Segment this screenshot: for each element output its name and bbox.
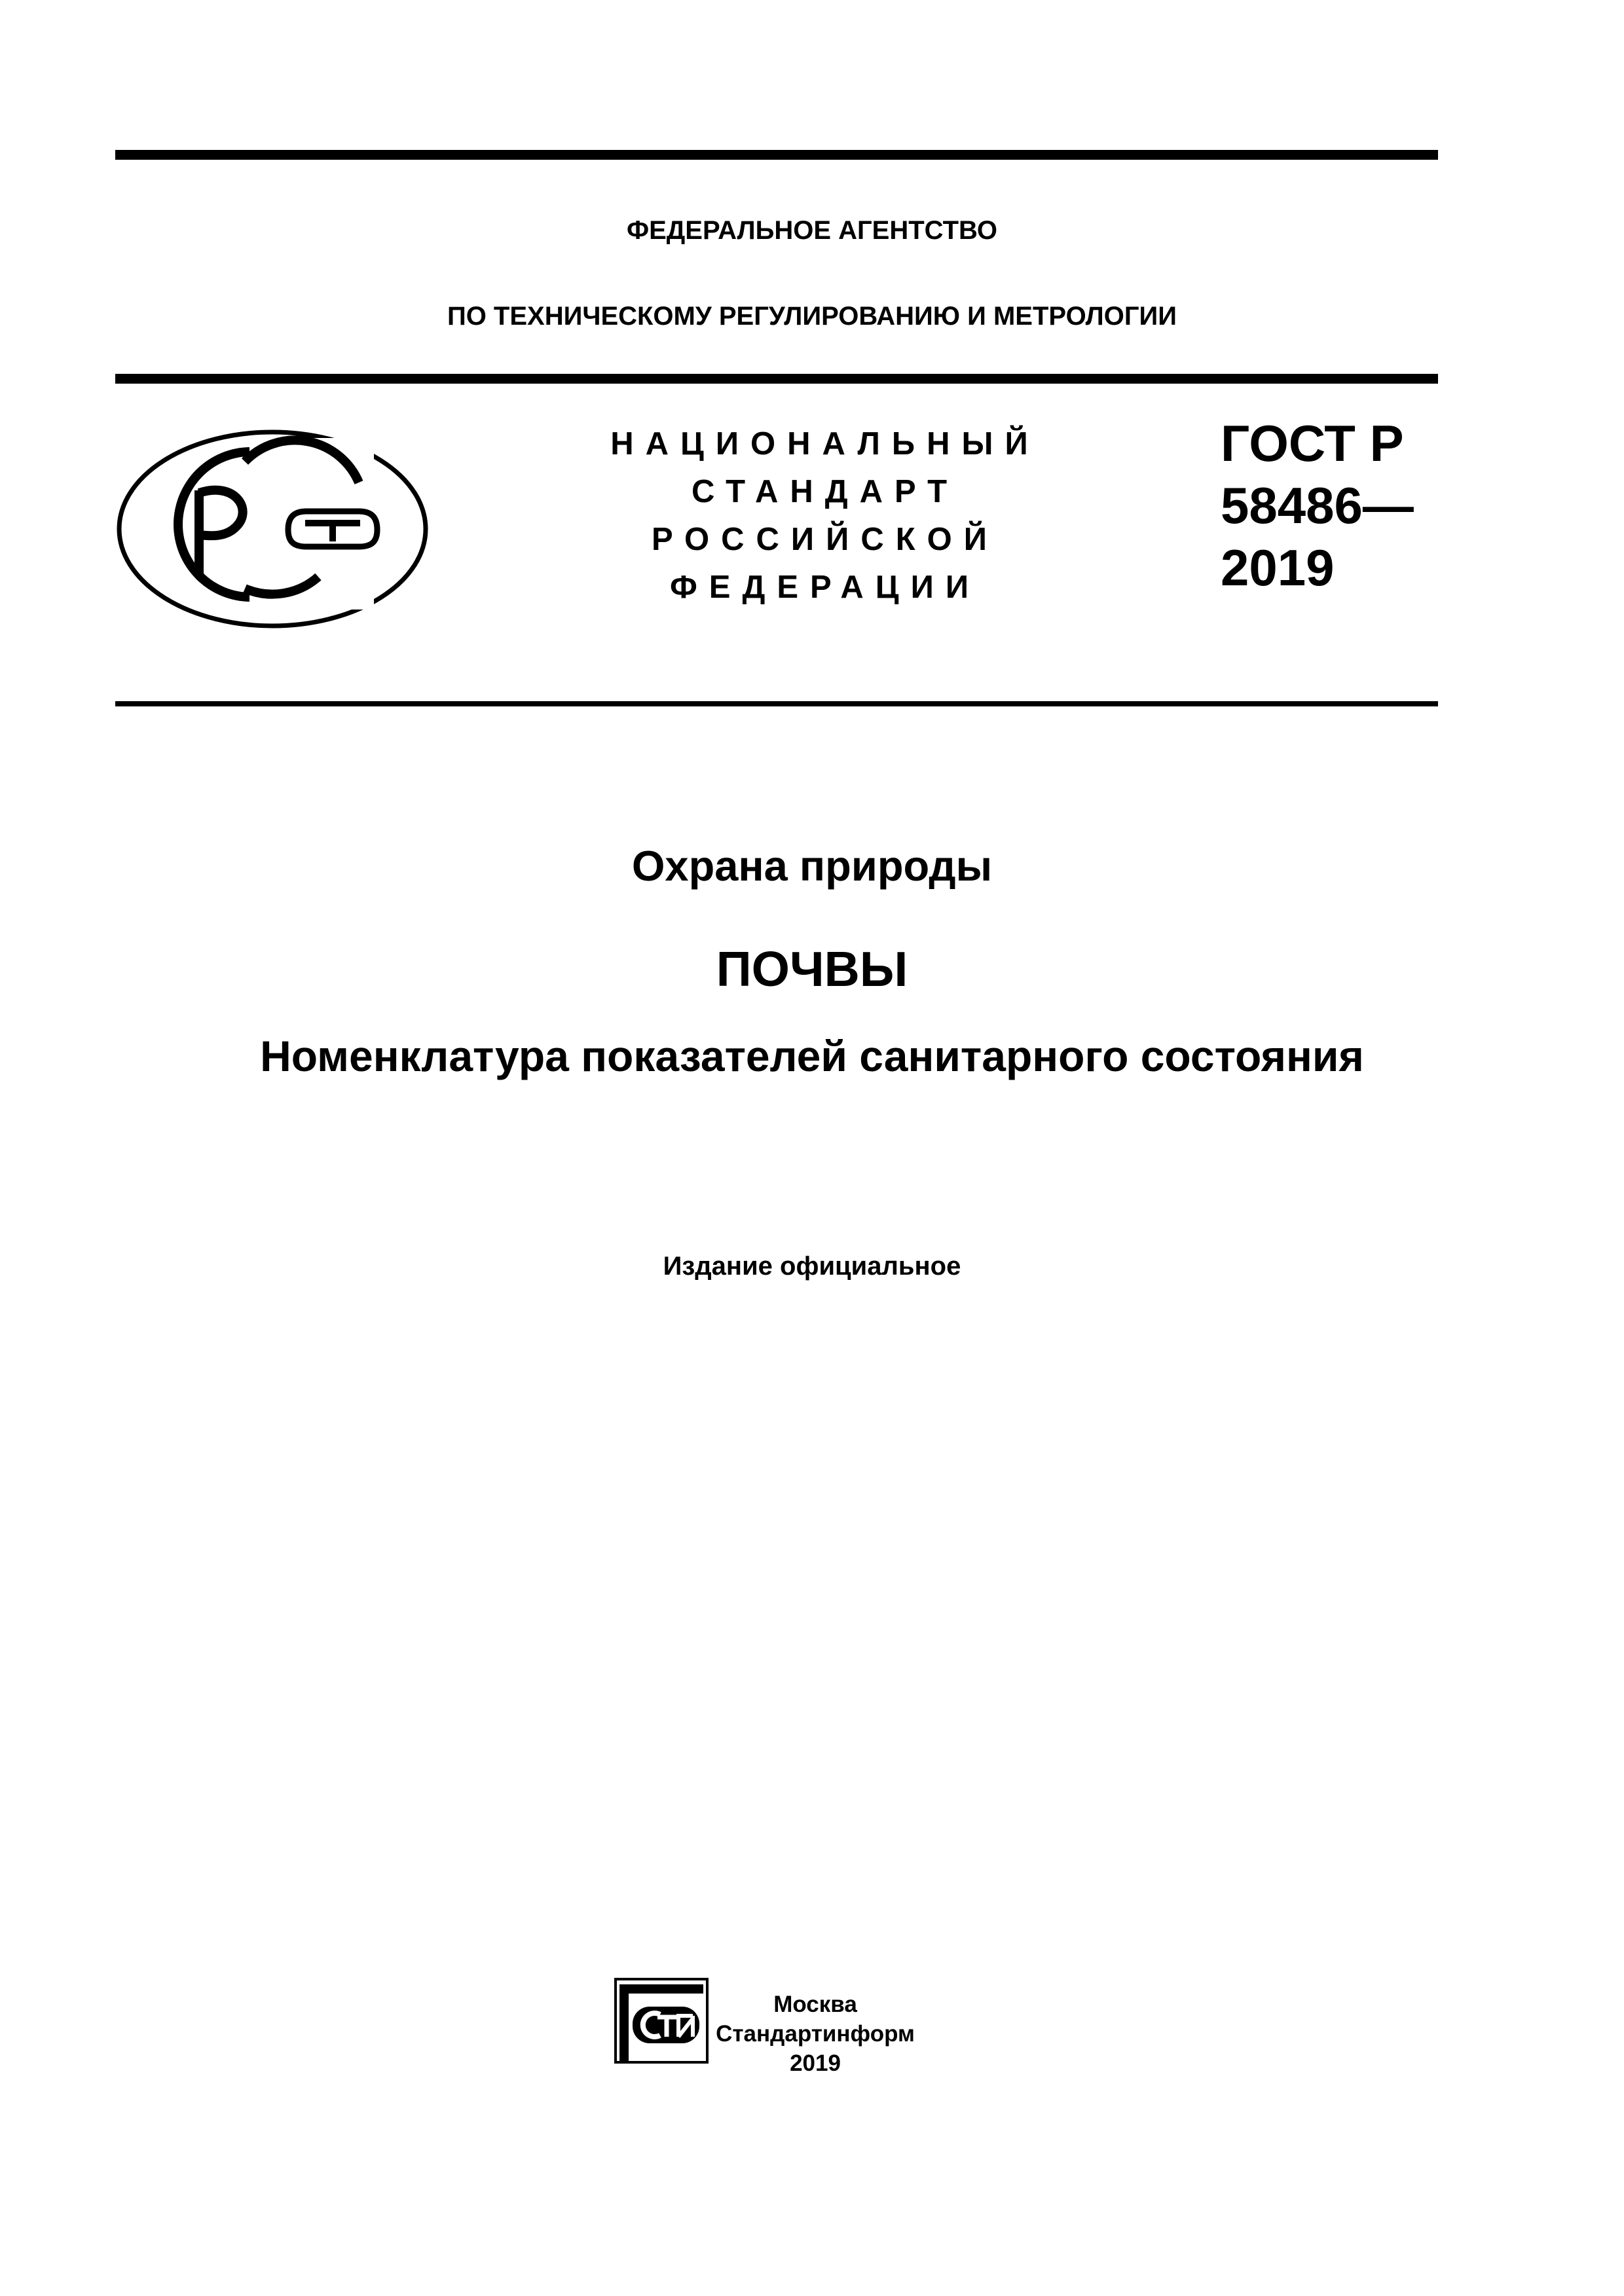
designation-line-2: СТАНДАРТ: [691, 474, 959, 509]
edition-note: Издание официальное: [663, 1252, 961, 1281]
top-rule: [115, 150, 1438, 160]
standartinform-logo-icon: [614, 1978, 710, 2065]
publication-year: 2019: [790, 2050, 841, 2076]
publisher-info: [707, 1990, 923, 2078]
header-rule: [115, 374, 1438, 384]
standard-code: [1221, 412, 1437, 599]
standard-code-line-1: ГОСТ Р: [1221, 414, 1404, 472]
publisher-city: Москва: [773, 1992, 857, 2017]
masthead-bottom-rule: [115, 701, 1438, 706]
agency-name-line-2: ПО ТЕХНИЧЕСКОМУ РЕГУЛИРОВАНИЮ И МЕТРОЛОГИИ: [447, 302, 1177, 331]
document-title-line-3: Номенклатура показателей санитарного состояния: [260, 1032, 1364, 1080]
agency-name-line-1: ФЕДЕРАЛЬНОЕ АГЕНТСТВО: [626, 216, 998, 245]
rst-certification-mark-icon: [115, 428, 430, 630]
document-title-line-1: Охрана природы: [631, 842, 993, 890]
designation-line-1: НАЦИОНАЛЬНЫЙ: [610, 426, 1040, 462]
standard-code-line-3: 2019: [1221, 539, 1335, 596]
publisher-name: Стандартинформ: [716, 2021, 915, 2047]
document-title-line-2: ПОЧВЫ: [716, 941, 908, 996]
document-designation: [563, 420, 1087, 611]
designation-line-4: ФЕДЕРАЦИИ: [669, 570, 981, 605]
designation-line-3: РОССИЙСКОЙ: [652, 522, 999, 557]
standard-code-line-2: 58486—: [1221, 477, 1414, 534]
